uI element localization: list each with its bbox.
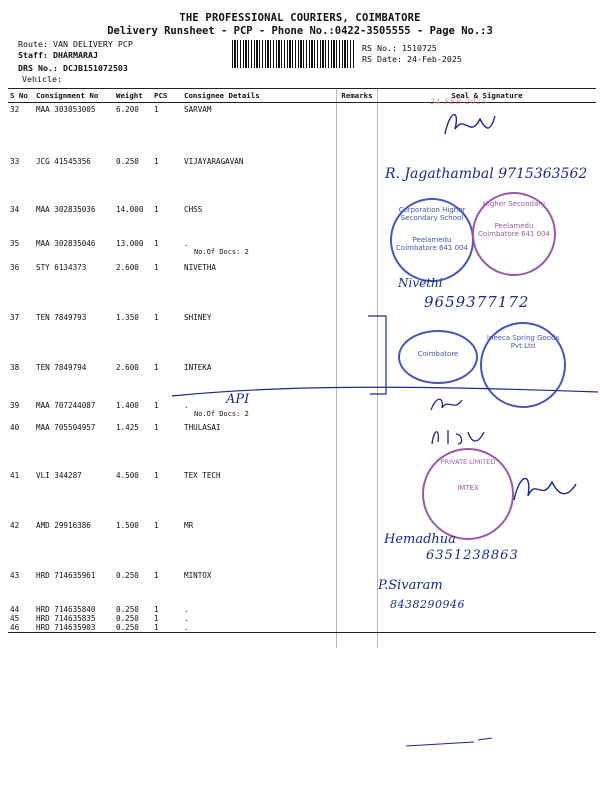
table-row: 35 MAA 302835046 13.000 1 . No.Of Docs: 2 xyxy=(8,237,596,261)
signature-40 xyxy=(428,424,488,450)
drs-number: DCJB151072503 xyxy=(62,63,128,73)
col-weight: Weight xyxy=(114,89,152,103)
docs-count: No.Of Docs: 2 xyxy=(194,247,249,256)
signature-43-phone: 8438290946 xyxy=(390,598,465,611)
table-row: 42 AMD 29916386 1.500 1 MR xyxy=(10,520,194,530)
signature-36-name: Nivethi xyxy=(398,276,443,290)
col-remarks: Remarks xyxy=(336,89,378,103)
barcode xyxy=(232,40,354,68)
private-limited-stamp: PRIVATE LIMITED IMTEX xyxy=(422,448,514,540)
signature-33: R. Jagathambal 9715363562 xyxy=(385,166,588,182)
route-line: Route: VAN DELIVERY PCP xyxy=(18,39,133,49)
table-row: 44 HRD 714635840 0.250 1 . xyxy=(10,604,189,614)
company-title: THE PROFESSIONAL COURIERS, COIMBATORE xyxy=(179,12,421,24)
table-row: 36 STY 6134373 2.600 1 NIVETHA xyxy=(10,262,217,272)
table-row: 32 MAA 303053005 6.200 1 SARVAM xyxy=(10,105,212,114)
signature-36-phone: 9659377172 xyxy=(424,293,530,311)
col-pcs: PCS xyxy=(152,89,182,103)
table-row: 37 TEN 7849793 1.350 1 SHINEY xyxy=(10,312,212,322)
staff-name: DHARMARAJ xyxy=(52,50,98,60)
ineeca-stamp-small: Coimbatore xyxy=(398,330,478,384)
table-row: 46 HRD 714635903 0.250 1 . xyxy=(8,623,596,633)
col-consignment: Consignment No xyxy=(34,89,114,103)
table-row: 40 MAA 705504957 1.425 1 THULASAI xyxy=(10,422,221,432)
date-stamp: 24 FEB 2025 xyxy=(430,98,488,106)
col-seal: Seal & Signature xyxy=(378,89,596,103)
staff-line: Staff: DHARMARAJ xyxy=(18,50,98,60)
table-row: 45 HRD 714635835 0.250 1 . xyxy=(10,613,189,623)
drs-line: DRS No.: DCJB151072503 xyxy=(18,63,128,73)
table-row: 33 JCG 41545356 0.250 1 VIJAYARAGAVAN xyxy=(10,156,244,166)
signature-43-name: P.Sivaram xyxy=(378,578,443,593)
rs-info xyxy=(362,43,462,65)
rs-date: RS Date: 24-Feb-2025 xyxy=(362,54,462,64)
signature-42-name: Hemadhua xyxy=(384,532,456,547)
runsheet-subtitle: Delivery Runsheet - PCP - Phone No.:0422-3505555 - Page No.:3 xyxy=(107,25,493,37)
table-row: 38 TEN 7849794 2.600 1 INTEKA xyxy=(10,362,212,372)
school-stamp-1: Corporation Higher Secondary School Peelamedu Coimbatore 641 004 xyxy=(390,198,474,282)
table-row: 41 VLI 344287 4.500 1 TEX TECH xyxy=(10,470,221,480)
table-header xyxy=(8,89,596,103)
route-info xyxy=(18,39,133,85)
signature-39b xyxy=(428,392,468,416)
signature-42-phone: 6351238863 xyxy=(426,548,519,563)
ineeca-stamp: Ineeca Spring Goods Pvt Ltd xyxy=(480,322,566,408)
signature-32 xyxy=(440,104,500,144)
vehicle-line: Vehicle: xyxy=(22,74,62,84)
signature-41 xyxy=(510,466,582,516)
end-mark xyxy=(404,734,494,750)
col-sno: S No xyxy=(8,89,34,103)
school-stamp-2: Higher Secondary Peelamedu Coimbatore 641 004 xyxy=(472,192,556,276)
table-row: 39 MAA 707244087 1.400 1 . No.Of Docs: 2 xyxy=(8,399,596,421)
table-row: 34 MAA 302835036 14.000 1 CHSS xyxy=(10,204,203,214)
table-row: 43 HRD 714635961 0.250 1 MINTOX xyxy=(10,570,212,580)
col-consignee: Consignee Details xyxy=(182,89,336,103)
rs-number: RS No.: 1510725 xyxy=(362,43,437,53)
signature-39: API xyxy=(226,392,250,407)
docs-count: No.Of Docs: 2 xyxy=(194,409,249,418)
